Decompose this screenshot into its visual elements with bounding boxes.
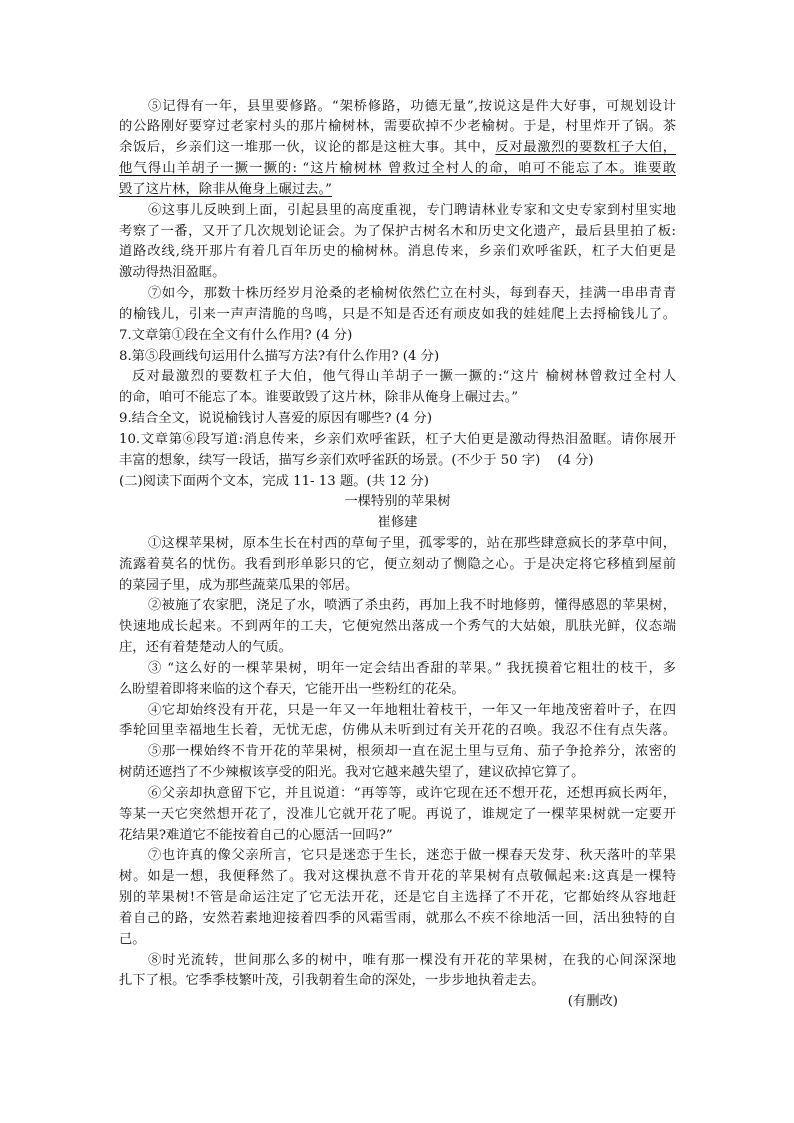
- passage-line: 激动得热泪盈眶。: [119, 265, 226, 281]
- passage-line: 的榆钱儿，引来一声声清脆的鸟鸣，只是不知是否还有顽皮如我的娃娃爬上去捋榆钱儿了。: [119, 306, 676, 322]
- passage-line: ⑦如今，那数十株历经岁月沧桑的老榆树依然伫立在村头，每到春天，挂满一串串青青: [148, 286, 676, 302]
- passage-text: 余饭后，乡亲们这一堆那一伙，议论的都是这桩大事。其中，: [119, 140, 496, 156]
- question-10: 10.文章第⑥段写道:消息传来，乡亲们欢呼雀跃，杠子大伯更是激动得热泪盈眶。请你展开: [119, 431, 676, 447]
- section-heading: (二)阅读下面两个文本，完成 11- 13 题。(共 12 分): [119, 473, 429, 489]
- document-body: [119, 97, 676, 1013]
- article-line: ①这棵苹果树，原本生长在村西的草甸子里，孤零零的，站在那些肆意疯长的茅草中间，: [148, 535, 676, 551]
- article-line: ⑦也许真的像父亲所言，它只是迷恋于生长，迷恋于做一棵春天发芽、秋天落叶的苹果: [148, 848, 676, 864]
- article-line: 流露着莫名的忧伤。我看到形单影只的它，便立刻动了恻隐之心。于是决定将它移植到屋前: [119, 556, 676, 572]
- article-line: 么盼望着即将来临的这个春天，它能开出一些粉红的花朵。: [119, 681, 465, 697]
- underlined-sentence: 反对最激烈的要数杠子大伯，: [495, 140, 677, 156]
- article-line: 等某一天它突然想开花了，没准儿它就开花了呢。再说了，谁规定了一棵苹果树就一定要开: [119, 806, 676, 822]
- passage-line: [119, 180, 676, 201]
- article-line: 庄，还有着楚楚动人的气质。: [119, 640, 292, 656]
- article-line: 着自己的路，安然若素地迎接着四季的风霜雪雨，就那么不疾不徐地活一回，活出独特的自: [119, 910, 676, 926]
- article-line: 别的苹果树!不管是命运注定了它无法开花，还是它自主选择了不开花，它都始终从容地赶: [119, 890, 676, 906]
- question-9: 9.结合全文，说说榆钱讨人喜爱的原因有哪些? (4 分): [119, 411, 433, 427]
- article-line: 花结果?难道它不能按着自己的心愿活一回吗?”: [119, 827, 393, 843]
- question-7: 7.文章第①段在全文有什么作用? (4 分): [119, 327, 353, 343]
- question-8: 8.第⑤段画线句运用什么描写方法?有什么作用? (4 分): [119, 348, 440, 364]
- article-line: ③ “这么好的一棵苹果树，明年一定会结出香甜的苹果。” 我抚摸着它粗壮的枝干，多: [148, 660, 676, 676]
- question-8-quote: 的命，咱可不能忘了本。谁要敢毁了这片林，除非从俺身上碾过去。”: [119, 390, 519, 406]
- article-line: ②被施了农家肥，浇足了水，喷洒了杀虫药，再加上我不时地修剪，懂得感恩的苹果树，: [148, 598, 676, 614]
- passage-line: ⑤记得有一年，县里要修路。“架桥修路，功德无量”,按说这是件大好事，可规划设计: [148, 98, 676, 114]
- article-line: 树。如是一想，我便释然了。我对这棵执意不肯开花的苹果树有点敬佩起来:这真是一棵特: [119, 869, 676, 885]
- article-title: 一棵特别的苹果树: [344, 494, 451, 510]
- passage-line: [119, 138, 676, 159]
- article-line: 快速地成长起来。不到两年的工夫，它便宛然出落成一个秀气的大姑娘，肌肤光鲜，仪态端: [119, 619, 676, 635]
- edit-note: (有删改): [567, 994, 618, 1010]
- article-line: 扎下了根。它季季枝繁叶茂，引我朝着生命的深处，一步步地执着走去。: [119, 973, 545, 989]
- article-author: 崔修建: [377, 515, 418, 531]
- article-line: 的菜园子里，成为那些蔬菜瓜果的邻居。: [119, 577, 359, 593]
- underlined-sentence: 毁了这片林，除非从俺身上碾过去。”: [119, 181, 332, 197]
- passage-line: 道路改线,绕开那片有着几百年历史的榆树林。消息传来，乡亲们欢呼雀跃，杠子大伯更是: [119, 244, 676, 260]
- article-line: ⑥父亲却执意留下它，并且说道：“再等等，或许它现在还不想开花，还想再疯长两年，: [148, 785, 676, 801]
- article-line: ④它却始终没有开花，只是一年又一年地粗壮着枝干，一年又一年地茂密着叶子，在四: [148, 702, 676, 718]
- article-line: 季轮回里幸福地生长着，无忧无虑，仿佛从未听到过有关开花的召唤。我忍不住有点失落。: [119, 723, 676, 739]
- passage-line: 的公路刚好要穿过老家村头的那片榆树林，需要砍掉不少老榆树。于是，村里炸开了锅。茶: [119, 119, 676, 135]
- underlined-sentence: 他气得山羊胡子一撅一撅的: “这片榆树林 曾救过全村人的命，咱可不能忘了本。谁要敢: [119, 161, 676, 177]
- question-8-quote: 反对最激烈的要数杠子大伯，他气得山羊胡子一撅一撅的:“这片 榆树林曾救过全村人: [132, 369, 676, 385]
- passage-line: ⑥这事儿反映到上面，引起县里的高度重视，专门聘请林业专家和文史专家到村里实地: [148, 202, 676, 218]
- article-line: 己。: [119, 931, 146, 947]
- passage-line: 考察了一番，又开了几次规划论证会。为了保护古树名木和历史文化遗产，最后县里拍了板:: [119, 223, 676, 239]
- article-line: ⑧时光流转，世间那么多的树中，唯有那一棵没有开花的苹果树，在我的心间深深地: [148, 952, 676, 968]
- article-line: 树荫还遮挡了不少辣椒该享受的阳光。我对它越来越失望了，建议砍掉它算了。: [119, 765, 585, 781]
- question-10: 丰富的想象，续写一段话，描写乡亲们欢呼雀跃的场景。(不少于 50 字) (4 分): [119, 452, 594, 468]
- article-line: ⑤那一棵始终不肯开花的苹果树，根须却一直在泥土里与豆角、茄子争抢养分，浓密的: [148, 744, 676, 760]
